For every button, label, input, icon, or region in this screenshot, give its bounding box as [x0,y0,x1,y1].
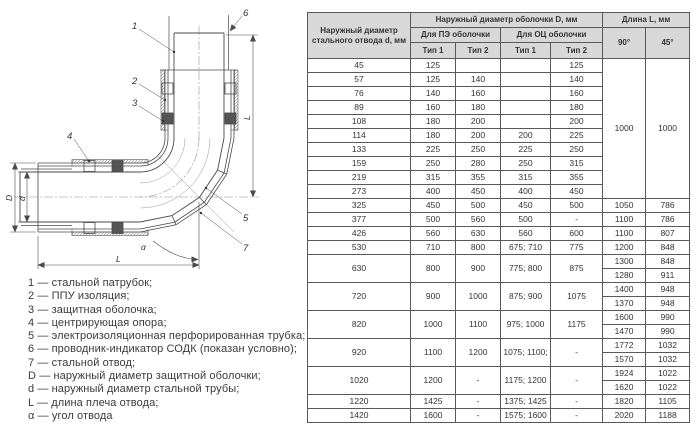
table-cell: 125 [411,73,456,87]
legend [28,277,305,423]
table-cell: 1075 [551,283,603,311]
table-cell: 500 [411,213,456,227]
table-cell: 1220 [308,395,411,409]
table-cell: 1100 [456,311,501,339]
callout-7: 7 [243,243,249,254]
table-cell: 273 [308,185,411,199]
table-cell: 450 [501,199,551,213]
table-cell: 1000 [456,283,501,311]
table-cell: 1300 [603,255,646,269]
spec-table [307,12,690,423]
centerlines [14,26,259,197]
table-cell: 1420 [308,409,411,423]
table-cell: 710 [411,241,456,255]
table-cell: 225 [411,143,456,157]
callout-6: 6 [243,8,249,19]
table-row [308,59,690,73]
casing [38,70,238,232]
table-cell: 1620 [603,381,646,395]
table-row [308,311,690,325]
dim-label-L-right: L [242,115,252,120]
table-cell: - [551,395,603,409]
table-cell: 948 [646,297,690,311]
table-cell: 848 [646,255,690,269]
table-cell [456,59,501,73]
table-cell: 200 [501,129,551,143]
table-cell: 377 [308,213,411,227]
table-cell: 1200 [603,241,646,255]
table-cell: 133 [308,143,411,157]
table-cell: 159 [308,157,411,171]
table-cell: 1000 [603,59,646,199]
sodk-wires [21,15,229,226]
table-cell: 1570 [603,353,646,367]
table-cell: 500 [501,213,551,227]
table-row [308,395,690,409]
table-cell: 180 [551,101,603,115]
table-cell: 975; 1000 [501,311,551,339]
dim-label-alpha: α [141,242,146,252]
table-cell: 560 [456,213,501,227]
table-cell: 1022 [646,367,690,381]
table-cell: 325 [308,199,411,213]
table-cell: 125 [411,59,456,73]
table-cell: - [456,367,501,395]
callout-leaders [74,16,242,244]
table-cell: 108 [308,115,411,129]
table-cell: 800 [411,255,456,283]
elbow-drawing [0,0,307,274]
table-cell: 1772 [603,339,646,353]
table-cell: 1022 [646,381,690,395]
table-cell: 1375; 1425 [501,395,551,409]
table-cell: 948 [646,283,690,297]
table-cell: 900 [456,255,501,283]
table-cell: 1200 [456,339,501,367]
table-cell [501,59,551,73]
joint-sleeves [72,70,238,236]
table-cell: 1200 [411,367,456,395]
header-90: 90° [603,28,646,59]
table-row [308,283,690,297]
legend-item: 7 — стальной отвод; [28,356,136,369]
table-cell: 1020 [308,367,411,395]
table-cell: 1370 [603,297,646,311]
table-cell: 848 [646,241,690,255]
table-cell: 140 [456,73,501,87]
callout-4: 4 [67,131,73,142]
table-row [308,367,690,381]
table-cell: - [551,339,603,367]
table-cell: - [456,409,501,423]
table-cell: 160 [411,101,456,115]
table-cell: 280 [456,157,501,171]
header-tip1-pe: Тип 1 [411,43,456,59]
table-cell: 355 [456,171,501,185]
header-tip2-oc: Тип 2 [551,43,603,59]
table-cell: 630 [456,227,501,241]
table-cell: 125 [551,59,603,73]
table-cell: 911 [646,269,690,283]
table-cell: 1000 [646,59,690,199]
callout-2: 2 [132,76,138,87]
table-cell: 1425 [411,395,456,409]
legend-item: L — длина плеча отвода; [28,396,159,409]
table-cell: 1470 [603,325,646,339]
table-cell: 140 [551,73,603,87]
legend-item: 6 — проводник-индикатор СОДК (показан условно); [28,343,298,356]
table-cell: 114 [308,129,411,143]
table-cell: 200 [551,115,603,129]
table-cell: 1032 [646,339,690,353]
table-cell: 920 [308,339,411,367]
table-cell: 180 [411,115,456,129]
table-cell: 250 [551,143,603,157]
table-cell: 225 [501,143,551,157]
table-cell: 2020 [603,409,646,423]
table-cell: 57 [308,73,411,87]
header-pe: Для ПЭ оболочки [411,28,501,43]
table-cell: 315 [551,157,603,171]
table-body [308,59,690,423]
table-cell: 200 [456,115,501,129]
table-cell: 1050 [603,199,646,213]
table-row [308,255,690,269]
table-cell: - [551,409,603,423]
table-cell: 355 [551,171,603,185]
table-cell: 180 [456,101,501,115]
header-45: 45° [646,28,690,59]
legend-item: d — наружный диаметр стальной трубы; [28,383,240,396]
table-cell: 250 [456,143,501,157]
table-cell: 1188 [646,409,690,423]
header-d: Наружный диаметр стального отвода d, мм [308,13,411,59]
table-row [308,213,690,227]
dim-label-D: D [4,194,14,201]
table-cell: 76 [308,87,411,101]
table-cell: 250 [501,157,551,171]
header-tip1-oc: Тип 1 [501,43,551,59]
table-header [308,13,690,59]
table-cell: 990 [646,325,690,339]
table-cell: 1400 [603,283,646,297]
table-cell: 1600 [603,311,646,325]
table-cell: 89 [308,101,411,115]
table-cell [501,73,551,87]
table-cell: 875 [551,255,603,283]
legend-item: 2 — ППУ изоляция; [28,290,130,303]
table-cell: 820 [308,311,411,339]
table-cell: 1032 [646,353,690,367]
table-cell: 600 [551,227,603,241]
table-cell: 180 [411,129,456,143]
table-cell: 1575; 1600 [501,409,551,423]
table-cell: 400 [501,185,551,199]
legend-item: α — угол отвода [28,409,113,422]
table-cell: 560 [501,227,551,241]
legend-item: 4 — центрирующая опора; [28,316,167,329]
table-cell: 160 [551,87,603,101]
legend-item: 1 — стальной патрубок; [28,277,153,289]
header-L: Длина L, мм [603,13,690,28]
table-cell: 315 [411,171,456,185]
table-cell: - [456,395,501,409]
table-cell: 630 [308,255,411,283]
table-cell: 775 [551,241,603,255]
legend-item: D — наружный диаметр защитной оболочки; [28,370,261,383]
table-cell: 807 [646,227,690,241]
table-cell: 1100 [603,227,646,241]
table-cell: 315 [501,171,551,185]
table-cell: 200 [456,129,501,143]
table-cell: 450 [456,185,501,199]
table-cell: 160 [456,87,501,101]
table-cell [501,101,551,115]
table-cell: 450 [551,185,603,199]
table-cell: 720 [308,283,411,311]
table-cell: 400 [411,185,456,199]
table-row [308,227,690,241]
table-cell: 1075; 1100; [501,339,551,367]
table-cell: 1820 [603,395,646,409]
table-cell: 500 [551,199,603,213]
table-cell: 1175; 1200 [501,367,551,395]
table-cell: 990 [646,311,690,325]
table-cell: 675; 710 [501,241,551,255]
table-cell: 875; 900 [501,283,551,311]
callout-3: 3 [132,98,138,109]
header-tip2-pe: Тип 2 [456,43,501,59]
table-cell: 530 [308,241,411,255]
table-cell: 450 [411,199,456,213]
callout-1: 1 [132,21,138,32]
table-cell: 1100 [411,339,456,367]
table-cell: 1105 [646,395,690,409]
table-cell: 219 [308,171,411,185]
header-oc: Для ОЦ оболочки [501,28,603,43]
header-D: Наружный диаметр оболочки D, мм [411,13,603,28]
table-cell: 560 [411,227,456,241]
table-cell [501,115,551,129]
steel-pipe [20,33,224,222]
table-cell: 250 [411,157,456,171]
table-cell: - [551,213,603,227]
table-cell [501,87,551,101]
table-cell: 225 [551,129,603,143]
table-row [308,199,690,213]
table-cell: 1000 [411,311,456,339]
table-cell: 1600 [411,409,456,423]
table-cell: 1280 [603,269,646,283]
callout-5: 5 [243,213,249,224]
legend-item: 3 — защитная оболочка; [28,303,157,316]
dim-label-d: d [17,196,27,201]
table-cell: 426 [308,227,411,241]
table-row [308,409,690,423]
table-cell: 45 [308,59,411,73]
legend-item: 5 — электроизоляционная перфорированная трубка; [28,330,306,343]
table-cell: 786 [646,213,690,227]
table-cell: 1175 [551,311,603,339]
dim-label-L-bottom: L [116,254,121,264]
table-cell: 900 [411,283,456,311]
table-cell: 1100 [603,213,646,227]
table-cell: 500 [456,199,501,213]
table-cell: 800 [456,241,501,255]
table-cell: 1924 [603,367,646,381]
table-row [308,241,690,255]
table-cell: 775; 800 [501,255,551,283]
table-row [308,339,690,353]
table-cell: 140 [411,87,456,101]
table-cell: 786 [646,199,690,213]
table-cell: - [551,367,603,395]
